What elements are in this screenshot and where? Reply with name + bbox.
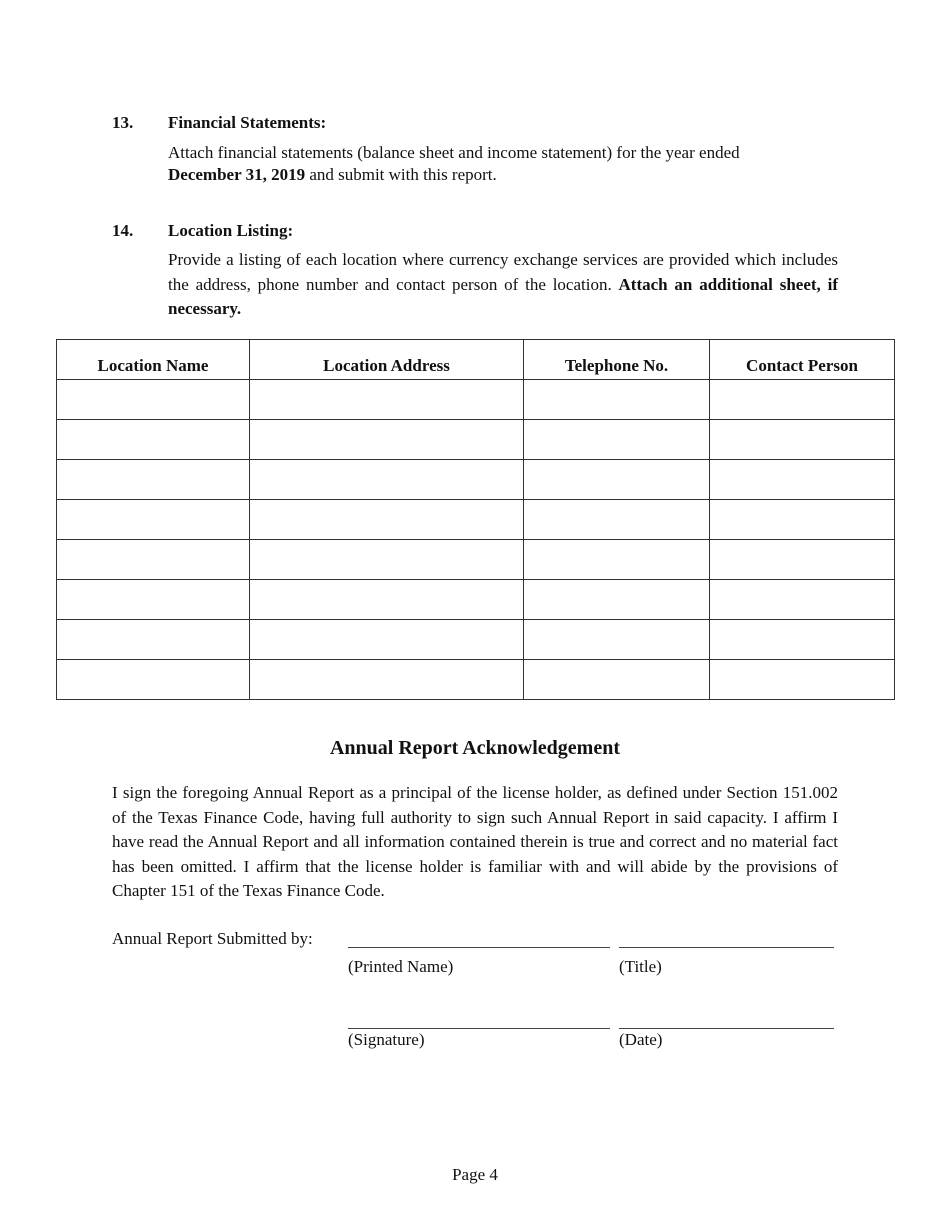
section-date-bold: December 31, 2019 [168, 165, 306, 184]
table-cell[interactable] [524, 540, 710, 580]
table-cell[interactable] [710, 380, 895, 420]
section-14-text [168, 248, 838, 322]
section-14-heading [112, 220, 838, 242]
table-cell[interactable] [710, 500, 895, 540]
column-header-location-name: Location Name [57, 340, 250, 380]
table-cell[interactable] [57, 460, 250, 500]
table-row [57, 660, 895, 700]
submitted-by-label: Annual Report Submitted by: [112, 929, 313, 948]
date-line[interactable] [619, 1028, 834, 1029]
section-title: Location Listing: [168, 221, 294, 240]
table-row [57, 500, 895, 540]
table-body [57, 380, 895, 700]
table-cell[interactable] [710, 460, 895, 500]
table-cell[interactable] [57, 540, 250, 580]
table-header-row [57, 340, 895, 380]
section-text: Attach financial statements (balance sheet and income statement) for the year ended [168, 143, 740, 162]
table-row [57, 580, 895, 620]
table-cell[interactable] [710, 660, 895, 700]
table-cell[interactable] [524, 580, 710, 620]
table-cell[interactable] [250, 660, 524, 700]
table-cell[interactable] [57, 500, 250, 540]
table-row [57, 540, 895, 580]
table-cell[interactable] [524, 380, 710, 420]
table-row [57, 380, 895, 420]
title-caption: (Title) [619, 957, 662, 976]
table-cell[interactable] [250, 500, 524, 540]
column-header-location-address: Location Address [250, 340, 524, 380]
acknowledgement-title: Annual Report Acknowledgement [329, 737, 620, 759]
table-cell[interactable] [524, 660, 710, 700]
table-cell[interactable] [57, 580, 250, 620]
table-cell[interactable] [250, 420, 524, 460]
table-cell[interactable] [57, 620, 250, 660]
signature-line[interactable] [348, 1028, 610, 1029]
table-cell[interactable] [710, 580, 895, 620]
acknowledgement-text: I sign the foregoing Annual Report as a principal of the license holder, as defined under Section 151.002 of the Texas Finance Code, having full authority to sign such Annual Report in said capacity. I affirm I have read the Annual Report and all information contained therein is true and correct and no material fact has been omitted. I affirm that the license holder is familiar with and will abide by the provisions of Chapter 151 of the Texas Finance Code. [112, 783, 838, 901]
table-cell[interactable] [250, 460, 524, 500]
date-caption: (Date) [619, 1030, 663, 1049]
table-cell[interactable] [524, 620, 710, 660]
section-text: Provide a listing of each location where currency exchange services are provided which includes the address, phone number and contact person of the location. [168, 250, 838, 294]
table-cell[interactable] [710, 620, 895, 660]
section-13 [112, 112, 838, 186]
table-cell[interactable] [524, 420, 710, 460]
section-instruction-bold: Attach an additional sheet, if necessary. [168, 274, 838, 318]
table-cell[interactable] [57, 420, 250, 460]
printed-name-line[interactable] [348, 947, 610, 948]
table-cell[interactable] [250, 380, 524, 420]
column-header-contact-person: Contact Person [710, 340, 895, 380]
table-row [57, 460, 895, 500]
section-number: 13. [112, 113, 134, 132]
section-title: Financial Statements: [168, 113, 327, 132]
table-row [57, 420, 895, 460]
printed-name-caption: (Printed Name) [348, 957, 454, 976]
table-cell[interactable] [57, 660, 250, 700]
table-cell[interactable] [710, 420, 895, 460]
table-cell[interactable] [524, 500, 710, 540]
section-13-text [168, 142, 838, 186]
section-13-heading [112, 112, 838, 134]
table-cell[interactable] [710, 540, 895, 580]
section-14 [112, 220, 838, 322]
location-table [56, 339, 895, 700]
page-number: Page 4 [452, 1165, 498, 1184]
signature-caption: (Signature) [348, 1030, 425, 1049]
section-number: 14. [112, 221, 134, 240]
table-cell[interactable] [57, 380, 250, 420]
column-header-telephone: Telephone No. [524, 340, 710, 380]
table-cell[interactable] [250, 540, 524, 580]
title-line[interactable] [619, 947, 834, 948]
table-cell[interactable] [250, 620, 524, 660]
table-cell[interactable] [524, 460, 710, 500]
table-cell[interactable] [250, 580, 524, 620]
section-text-end: and submit with this report. [305, 165, 497, 184]
table-row [57, 620, 895, 660]
